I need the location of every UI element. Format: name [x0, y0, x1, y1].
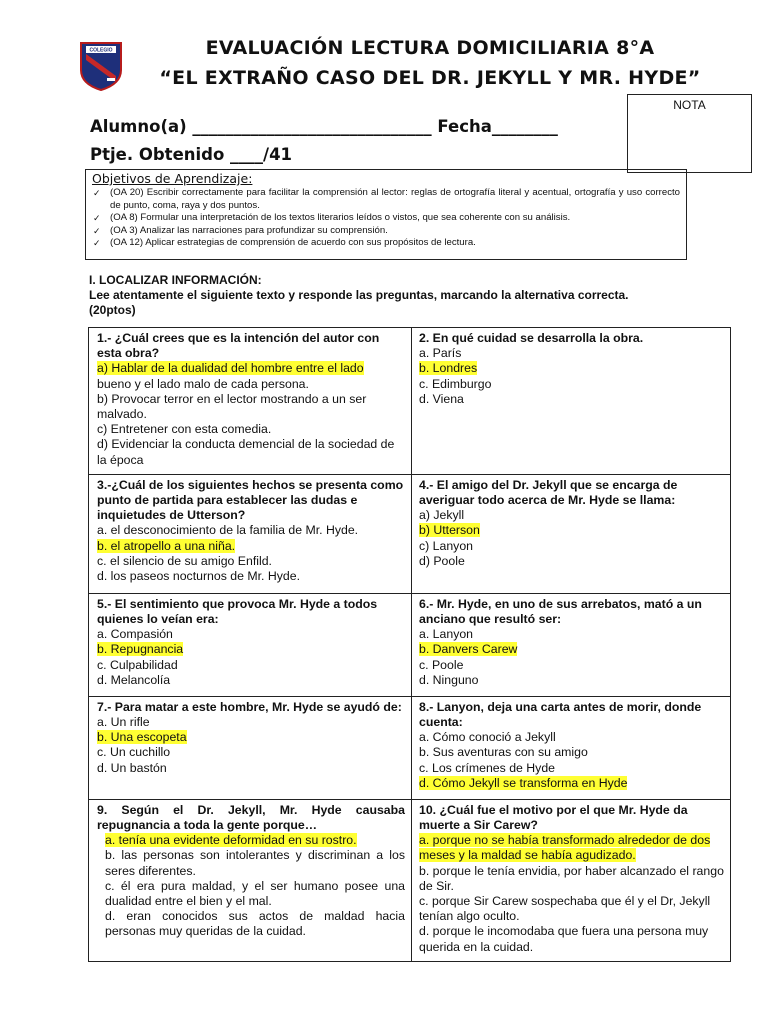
- option-d[interactable]: d. los paseos nocturnos de Mr. Hyde.: [97, 569, 301, 584]
- grade-box[interactable]: [627, 94, 752, 173]
- score-line[interactable]: Ptje. Obtenido ____/41: [90, 145, 293, 164]
- table-row: [89, 593, 731, 696]
- objective-item: ✓ (OA 8) Formular una interpretación de los textos literarios leídos o vistos, que sea coherente con su análisis.: [93, 212, 571, 223]
- question-8: [412, 696, 731, 799]
- option-b[interactable]: b) Provocar terror en el lector mostrando a un ser malvado.: [97, 391, 367, 422]
- option-b[interactable]: b. porque le tenía envidia, por haber alcanzado el rango de Sir.: [419, 863, 724, 893]
- option-c[interactable]: c. el silencio de su amigo Enfild.: [97, 553, 272, 568]
- table-row: [89, 328, 731, 475]
- option-a-continued[interactable]: bueno y el lado malo de cada persona.: [97, 376, 309, 391]
- option-b-correct[interactable]: b. el atropello a una niña.: [97, 538, 236, 553]
- option-d[interactable]: d. Un bastón: [97, 760, 167, 775]
- question-9: [89, 799, 412, 961]
- option-c[interactable]: c. Edimburgo: [419, 376, 492, 391]
- option-c[interactable]: c) Lanyon: [419, 538, 474, 553]
- school-crest-icon: [77, 40, 125, 92]
- objective-item: ✓ (OA 3) Analizar las narraciones para profundizar su comprensión.: [93, 224, 388, 236]
- question-2: [412, 328, 731, 475]
- option-a[interactable]: a. París: [419, 346, 462, 361]
- option-a[interactable]: a. el desconocimiento de la familia de Mr. Hyde.: [97, 523, 359, 538]
- question-text: 7.- Para matar a este hombre, Mr. Hyde se ayudó de:: [97, 699, 402, 714]
- logo-label: COLEGIO: [89, 47, 113, 54]
- section-heading: I. LOCALIZAR INFORMACIÓN:: [89, 273, 262, 287]
- option-d[interactable]: d. porque le incomodaba que fuera una persona muy querida en la cuidad.: [419, 924, 709, 954]
- option-a[interactable]: a. Un rifle: [97, 715, 150, 730]
- option-a[interactable]: a. Cómo conoció a Jekyll: [419, 730, 556, 745]
- option-c[interactable]: c. él era pura maldad, y el ser humano posee una dualidad entre el bien y el mal.: [105, 878, 405, 909]
- option-a[interactable]: a. Lanyon: [419, 627, 474, 642]
- option-c[interactable]: c. Un cuchillo: [97, 745, 171, 760]
- book-title: “EL EXTRAÑO CASO DEL DR. JEKYLL Y MR. HYDE”: [159, 67, 701, 89]
- objective-item: ✓ (OA 20) Escribir correctamente para facilitar la comprensión al lector: reglas de ortografía literal y acentual, ortografía y uso correcto de punto, coma, raya y dos puntos.: [93, 187, 680, 211]
- section-instruction: Lee atentamente el siguiente texto y responde las preguntas, marcando la alternativa correcta.: [89, 288, 629, 302]
- option-c[interactable]: c. Los crímenes de Hyde: [419, 760, 556, 775]
- questions-table: [88, 327, 731, 962]
- option-a[interactable]: a) Jekyll: [419, 508, 465, 523]
- question-text: 3.-¿Cuál de los siguientes hechos se presenta como punto de partida para establecer las dudas e inquietudes de Utterson?: [97, 477, 404, 523]
- question-5: [89, 593, 412, 696]
- question-text: 8.- Lanyon, deja una carta antes de morir, donde cuenta:: [419, 699, 702, 730]
- option-c[interactable]: c) Entretener con esta comedia.: [97, 422, 272, 437]
- option-d[interactable]: d) Evidenciar la conducta demencial de la sociedad de la época: [97, 437, 395, 467]
- question-6: [412, 593, 731, 696]
- option-d[interactable]: d) Poole: [419, 553, 465, 568]
- question-text: 2. En qué cuidad se desarrolla la obra.: [419, 331, 644, 345]
- checkmark-icon: ✓: [93, 238, 101, 248]
- section-points: (20ptos): [89, 303, 136, 317]
- question-text: 6.- Mr. Hyde, en uno de sus arrebatos, mató a un anciano que resultó ser:: [419, 596, 702, 627]
- checkmark-icon: ✓: [93, 188, 101, 198]
- option-b-correct[interactable]: b. Danvers Carew: [419, 642, 518, 657]
- grade-label: NOTA: [673, 98, 706, 112]
- option-d[interactable]: d. Melancolía: [97, 672, 171, 687]
- option-d[interactable]: d. Ninguno: [419, 672, 479, 687]
- option-b-correct[interactable]: b. Londres: [419, 361, 478, 376]
- option-b-correct[interactable]: b. Repugnancia: [97, 642, 184, 657]
- question-10: [412, 799, 731, 961]
- option-d[interactable]: d. eran conocidos sus actos de maldad hacia personas muy queridas de la cuidad.: [105, 909, 405, 939]
- table-row: [89, 696, 731, 799]
- objective-item: ✓ (OA 12) Aplicar estrategias de comprensión de acuerdo con sus propósitos de lectura.: [93, 237, 476, 248]
- checkmark-icon: ✓: [93, 225, 101, 236]
- option-a[interactable]: a. Compasión: [97, 627, 173, 642]
- option-b[interactable]: b. Sus aventuras con su amigo: [419, 745, 588, 760]
- option-d-correct[interactable]: d. Cómo Jekyll se transforma en Hyde: [419, 775, 628, 790]
- learning-objectives-box: [85, 169, 687, 260]
- question-text: 9. Según el Dr. Jekyll, Mr. Hyde causaba repugnancia a toda la gente porque…: [97, 802, 405, 833]
- option-b-correct[interactable]: b) Utterson: [419, 523, 480, 538]
- option-c[interactable]: c. porque Sir Carew sospechaba que él y el Dr, Jekyll tenían algo oculto.: [419, 894, 711, 924]
- option-c[interactable]: c. Poole: [419, 657, 464, 672]
- objectives-title: Objetivos de Aprendizaje:: [92, 171, 253, 186]
- table-row: [89, 799, 731, 961]
- option-a-correct[interactable]: a. tenía una evidente deformidad en su rostro.: [105, 833, 357, 848]
- table-row: [89, 474, 731, 593]
- option-c[interactable]: c. Culpabilidad: [97, 657, 178, 672]
- question-7: [89, 696, 412, 799]
- student-name-date-line[interactable]: Alumno(a) _____________________________ Fecha________: [90, 117, 558, 136]
- option-b[interactable]: b. las personas son intolerantes y discriminan a los seres diferentes.: [105, 848, 405, 878]
- question-text: 4.- El amigo del Dr. Jekyll que se encarga de averiguar todo acerca de Mr. Hyde se llama:: [419, 477, 678, 508]
- checkmark-icon: ✓: [93, 213, 101, 223]
- question-1: [89, 328, 412, 475]
- question-text: 10. ¿Cuál fue el motivo por el que Mr. Hyde da muerte a Sir Carew?: [419, 802, 688, 833]
- option-d[interactable]: d. Viena: [419, 391, 464, 406]
- question-3: [89, 474, 412, 593]
- question-text: 1.- ¿Cuál crees que es la intención del autor con esta obra?: [97, 331, 380, 361]
- option-a-correct[interactable]: a. porque no se había transformado alrededor de dos meses y la maldad se había agudizado.: [419, 833, 711, 863]
- option-b-correct[interactable]: b. Una escopeta: [97, 730, 187, 745]
- option-a-correct[interactable]: a) Hablar de la dualidad del hombre entre el lado: [97, 361, 364, 376]
- question-4: [412, 474, 731, 593]
- question-text: 5.- El sentimiento que provoca Mr. Hyde a todos quienes lo veían era:: [97, 596, 378, 627]
- exam-title: EVALUACIÓN LECTURA DOMICILIARIA 8°A: [205, 37, 655, 59]
